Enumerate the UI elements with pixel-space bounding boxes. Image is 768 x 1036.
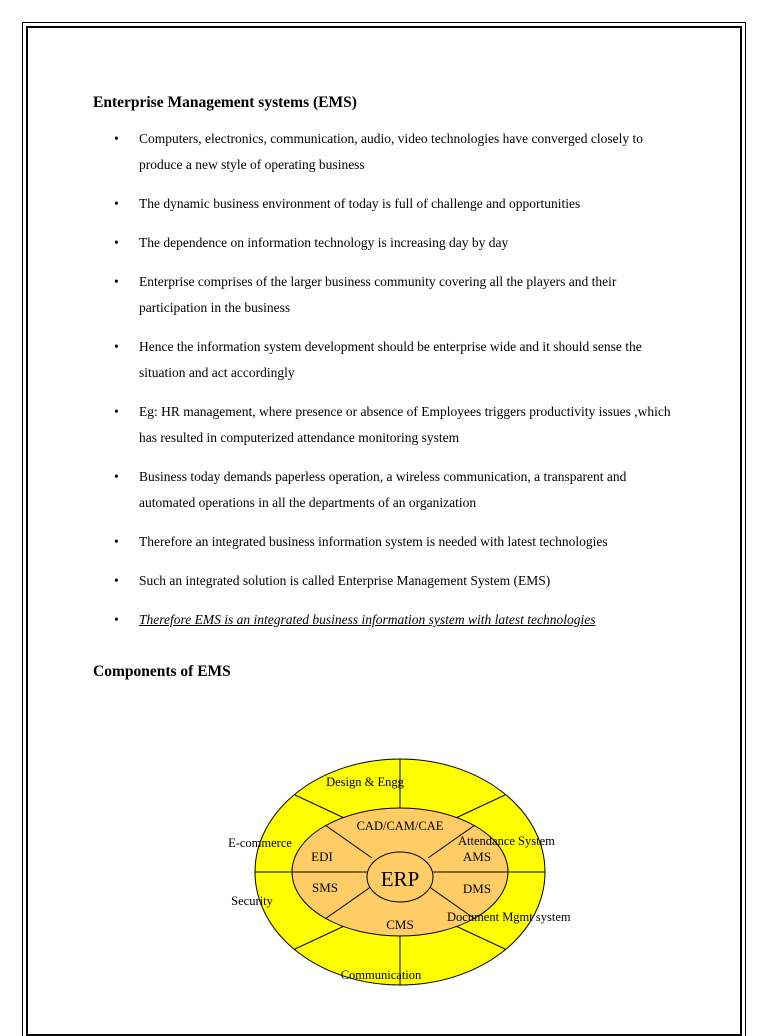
outer-label: Communication [340, 968, 422, 982]
bullet-text: Business today demands paperless operation, a wireless communication, a transparent and automated operations in all the departments of an organization [139, 469, 627, 510]
outer-label: E-commerce [228, 836, 292, 850]
bullet-text: The dependence on information technology is increasing day by day [139, 235, 509, 250]
bullet-text: The dynamic business environment of today is full of challenge and opportunities [139, 196, 581, 211]
bullet-glyph: • [114, 404, 119, 419]
bullet-text: Such an integrated solution is called Enterprise Management System (EMS) [139, 573, 551, 588]
bullet-glyph: • [114, 534, 119, 549]
list-item [114, 529, 684, 555]
outer-label: Design & Engg [326, 775, 404, 789]
outer-label: Attendance System [458, 834, 555, 848]
middle-label: AMS [462, 849, 492, 864]
bullet-glyph: • [114, 339, 119, 354]
bullet-glyph: • [114, 131, 119, 146]
list-item [114, 607, 684, 633]
outer-label: Security [231, 894, 273, 908]
bullet-text: Computers, electronics, communication, audio, video technologies have converged closely to produce a new style of operating business [139, 131, 643, 172]
outer-label: Document Mgmt system [447, 910, 571, 924]
list-item [114, 464, 684, 516]
list-item [114, 230, 684, 256]
middle-label: EDI [311, 849, 333, 864]
bullet-glyph: • [114, 469, 119, 484]
bullet-glyph: • [114, 274, 119, 289]
bullet-text: Hence the information system development should be enterprise wide and it should sense the situation and act accordingly [139, 339, 642, 380]
bullet-list [114, 126, 684, 646]
bullet-text: Enterprise comprises of the larger business community covering all the players and their participation in the business [139, 274, 617, 315]
middle-label: DMS [462, 881, 492, 896]
bullet-glyph: • [114, 235, 119, 250]
bullet-text: Eg: HR management, where presence or absence of Employees triggers productivity issues ,which has resulted in computerized attendance monitoring system [139, 404, 671, 445]
middle-label: CAD/CAM/CAE [356, 819, 444, 833]
list-item [114, 334, 684, 386]
bullet-text-emphasis: Therefore EMS is an integrated business information system with latest technologies [139, 612, 596, 627]
list-item [114, 269, 684, 321]
list-item [114, 126, 684, 178]
middle-label: SMS [311, 880, 339, 895]
middle-label: CMS [386, 917, 414, 932]
bullet-glyph: • [114, 196, 119, 211]
bullet-text: Therefore an integrated business information system is needed with latest technologies [139, 534, 608, 549]
list-item [114, 399, 684, 451]
section-heading-components: Components of EMS [93, 663, 231, 680]
list-item [114, 568, 684, 594]
bullet-glyph: • [114, 573, 119, 588]
ems-components-diagram [200, 755, 620, 995]
page-title: Enterprise Management systems (EMS) [93, 94, 357, 111]
list-item [114, 191, 684, 217]
center-label: ERP [380, 867, 420, 891]
bullet-glyph: • [114, 612, 119, 627]
